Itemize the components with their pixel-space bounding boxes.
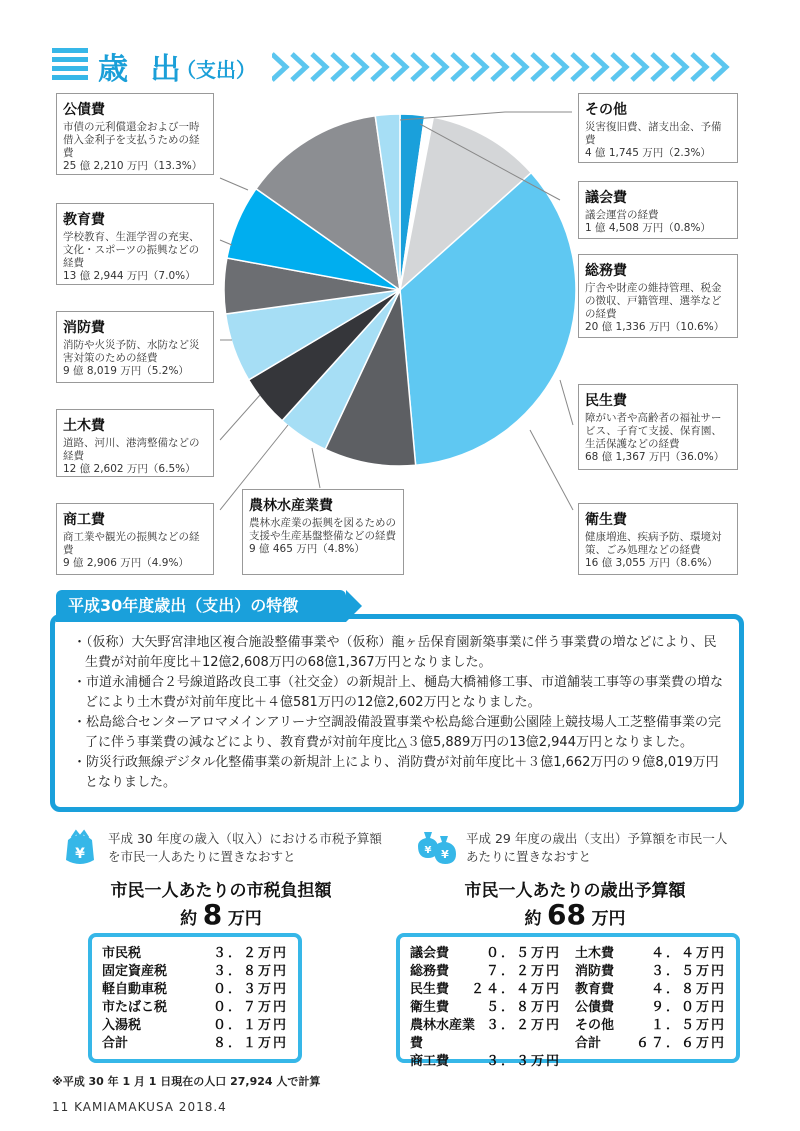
table-row — [410, 1053, 561, 1071]
table-row — [102, 945, 288, 963]
callout-desc: 災害復旧費、諸支出金、予備費 — [585, 121, 722, 146]
tax-heading: 市民一人あたりの市税負担額 — [110, 881, 332, 901]
row-label: 教育費 — [575, 982, 615, 997]
spend-amount: 68 — [547, 898, 586, 931]
row-value: ０．７万円 — [212, 1000, 288, 1015]
table-row — [102, 1035, 288, 1053]
spend-heading: 市民一人あたりの歳出予算額 — [464, 881, 686, 901]
table-row — [410, 945, 561, 963]
callout-title: 公債費 — [63, 102, 105, 118]
callout-title: 教育費 — [63, 212, 105, 228]
row-value: ６７．６万円 — [635, 1036, 726, 1051]
row-label: 合計 — [575, 1036, 602, 1051]
table-row — [410, 1017, 561, 1053]
row-label: 公債費 — [575, 1000, 615, 1015]
callout-desc: 消防や火災予防、水防など災害対策のための経費 — [63, 339, 200, 364]
spend-unit: 万円 — [591, 909, 626, 929]
row-value: ８．１万円 — [212, 1036, 288, 1051]
callout-desc: 市債の元利償還金および一時借入金利子を支払うための経費 — [63, 121, 200, 159]
row-value: ３．３万円 — [485, 1054, 561, 1069]
row-value: ０．３万円 — [212, 982, 288, 997]
row-label: 農林水産業費 — [410, 1018, 476, 1051]
table-row — [575, 963, 726, 981]
table-row — [575, 945, 726, 963]
callout-gikai — [578, 181, 738, 239]
row-value: ３．２万円 — [212, 946, 288, 961]
spend-table — [396, 933, 740, 1069]
page-title: 歳 出 — [98, 52, 187, 87]
feature-item: ・松島総合センターアロマメインアリーナ空調設備設置事業や松島総合運動公園陸上競技場人工芝整備事業の完了に伴う事業費の減などにより、教育費が対前年度比△３億5,889万円の13億2,944万円となりました。 — [73, 715, 722, 750]
tax-total — [56, 898, 386, 931]
callout-doboku — [56, 409, 214, 477]
table-row — [102, 999, 288, 1017]
table-row — [575, 1017, 726, 1035]
tax-table — [88, 933, 302, 1063]
feature-item: ・（仮称）大矢野宮津地区複合施設整備事業や（仮称）龍ヶ岳保育園新築事業に伴う事業費の増などにより、民生費が対前年度比＋12億2,608万円の68億1,367万円となりました。 — [73, 635, 717, 670]
row-value: １．５万円 — [650, 1018, 726, 1033]
callout-value: 13 億 2,944 万円（7.0%） — [63, 270, 196, 282]
callout-desc: 議会運営の経費 — [585, 209, 659, 221]
callout-desc: 学校教育、生涯学習の充実、文化・スポーツの振興などの経費 — [63, 231, 200, 269]
table-row — [575, 981, 726, 999]
table-row — [575, 999, 726, 1017]
coin-purse-icon — [60, 828, 100, 868]
row-label: 総務費 — [410, 964, 450, 979]
table-row — [102, 1017, 288, 1035]
callout-desc: 農林水産業の振興を図るための支援や生産基盤整備などの経費 — [249, 517, 396, 542]
callout-minsei — [578, 384, 738, 470]
callout-title: 議会費 — [585, 190, 627, 206]
population-note: ※平成 30 年 1 月 1 日現在の人口 27,924 人で計算 — [52, 1075, 321, 1088]
callout-kyouiku — [56, 203, 214, 285]
row-label: 市たばこ税 — [102, 1000, 168, 1015]
callout-value: 25 億 2,210 万円（13.3%） — [63, 160, 203, 172]
svg-text:¥: ¥ — [441, 848, 449, 861]
callout-nourin — [242, 489, 404, 575]
row-label: 軽自動車税 — [102, 982, 168, 997]
tax-prefix: 約 — [180, 909, 198, 929]
row-label: 固定資産税 — [102, 964, 168, 979]
callout-eisei — [578, 503, 738, 575]
callout-title: 民生費 — [585, 393, 627, 409]
callout-value: 4 億 1,745 万円（2.3%） — [585, 147, 711, 159]
table-row — [410, 963, 561, 981]
spend-lead: 平成 29 年度の歳出（支出）予算額を市民一人あたりに置きなおすと — [466, 831, 728, 864]
callout-desc: 健康増進、疾病予防、環境対策、ごみ処理などの経費 — [585, 531, 722, 556]
callout-value: 16 億 3,055 万円（8.6%） — [585, 557, 718, 569]
callout-desc: 道路、河川、港湾整備などの経費 — [63, 437, 200, 462]
callout-title: 農林水産業費 — [249, 498, 333, 514]
callout-value: 20 億 1,336 万円（10.6%） — [585, 321, 725, 333]
feature-item: ・市道永浦樋合２号線道路改良工事（社交金）の新規計上、樋島大橋補修工事、市道舗装工事等の事業費の増などにより土木費が対前年度比＋４億581万円の12億2,602万円となりました。 — [73, 675, 724, 710]
row-value: ３．２万円 — [485, 1018, 561, 1033]
callout-desc: 障がい者や高齢者の福祉サービス、子育て支援、保育園、生活保護などの経費 — [585, 412, 722, 450]
row-value: ５．８万円 — [485, 1000, 561, 1015]
row-value: ３．８万円 — [212, 964, 288, 979]
callout-desc: 庁舎や財産の維持管理、税金の徴収、戸籍管理、選挙などの経費 — [585, 282, 722, 320]
feature-item: ・防災行政無線デジタル化整備事業の新規計上により、消防費が対前年度比＋３億1,662万円の９億8,019万円となりました。 — [73, 755, 719, 790]
row-value: ４．４万円 — [650, 946, 726, 961]
callout-title: 消防費 — [63, 320, 105, 336]
row-label: 合計 — [102, 1036, 129, 1051]
tax-amount: 8 — [202, 898, 223, 931]
callout-soumu — [578, 254, 738, 338]
svg-text:¥: ¥ — [75, 846, 85, 862]
tax-unit: 万円 — [227, 909, 262, 929]
row-label: 消防費 — [575, 964, 615, 979]
row-value: ９．０万円 — [650, 1000, 726, 1015]
row-value: ７．２万円 — [485, 964, 561, 979]
table-row — [102, 981, 288, 999]
tax-lead: 平成 30 年度の歳入（収入）における市税予算額を市民一人あたりに置きなおすと — [108, 831, 382, 864]
row-label: 市民税 — [102, 946, 142, 961]
callout-title: 土木費 — [63, 418, 105, 434]
row-label: 議会費 — [410, 946, 450, 961]
row-label: 民生費 — [410, 982, 450, 997]
money-bags-icon — [414, 826, 460, 868]
spend-prefix: 約 — [524, 909, 542, 929]
row-value: ２４．４万円 — [470, 982, 561, 997]
callout-kousai — [56, 93, 214, 175]
svg-text:¥: ¥ — [424, 845, 432, 856]
row-label: 土木費 — [575, 946, 615, 961]
row-value: ０．１万円 — [212, 1018, 288, 1033]
callout-title: 商工費 — [63, 512, 105, 528]
row-label: 衛生費 — [410, 1000, 450, 1015]
callout-value: 9 億 8,019 万円（5.2%） — [63, 365, 189, 377]
spend-total — [410, 898, 740, 931]
row-value: ４．８万円 — [650, 982, 726, 997]
page-subtitle: （支出） — [176, 58, 256, 82]
callout-value: 9 億 465 万円（4.8%） — [249, 543, 365, 555]
row-label: その他 — [575, 1018, 615, 1033]
table-row — [575, 1035, 726, 1053]
callout-value: 12 億 2,602 万円（6.5%） — [63, 463, 196, 475]
table-row — [410, 981, 561, 999]
callout-title: 総務費 — [585, 263, 627, 279]
features-box — [50, 614, 744, 812]
row-value: ３．５万円 — [650, 964, 726, 979]
callout-desc: 商工業や観光の振興などの経費 — [63, 531, 200, 556]
row-label: 商工費 — [410, 1054, 450, 1069]
page-footer: 11 KAMIAMAKUSA 2018.4 — [52, 1100, 227, 1114]
callout-shoubou — [56, 311, 214, 383]
callout-value: 9 億 2,906 万円（4.9%） — [63, 557, 189, 569]
callout-value: 68 億 1,367 万円（36.0%） — [585, 451, 725, 463]
table-row — [410, 999, 561, 1017]
callout-title: その他 — [585, 102, 627, 118]
row-label: 入湯税 — [102, 1018, 142, 1033]
row-value: ０．５万円 — [485, 946, 561, 961]
callout-shoukou — [56, 503, 214, 575]
table-row — [102, 963, 288, 981]
callout-sonota — [578, 93, 738, 163]
features-title: 平成30年度歳出（支出）の特徴 — [56, 590, 346, 622]
callout-value: 1 億 4,508 万円（0.8%） — [585, 222, 711, 234]
callout-title: 衛生費 — [585, 512, 627, 528]
